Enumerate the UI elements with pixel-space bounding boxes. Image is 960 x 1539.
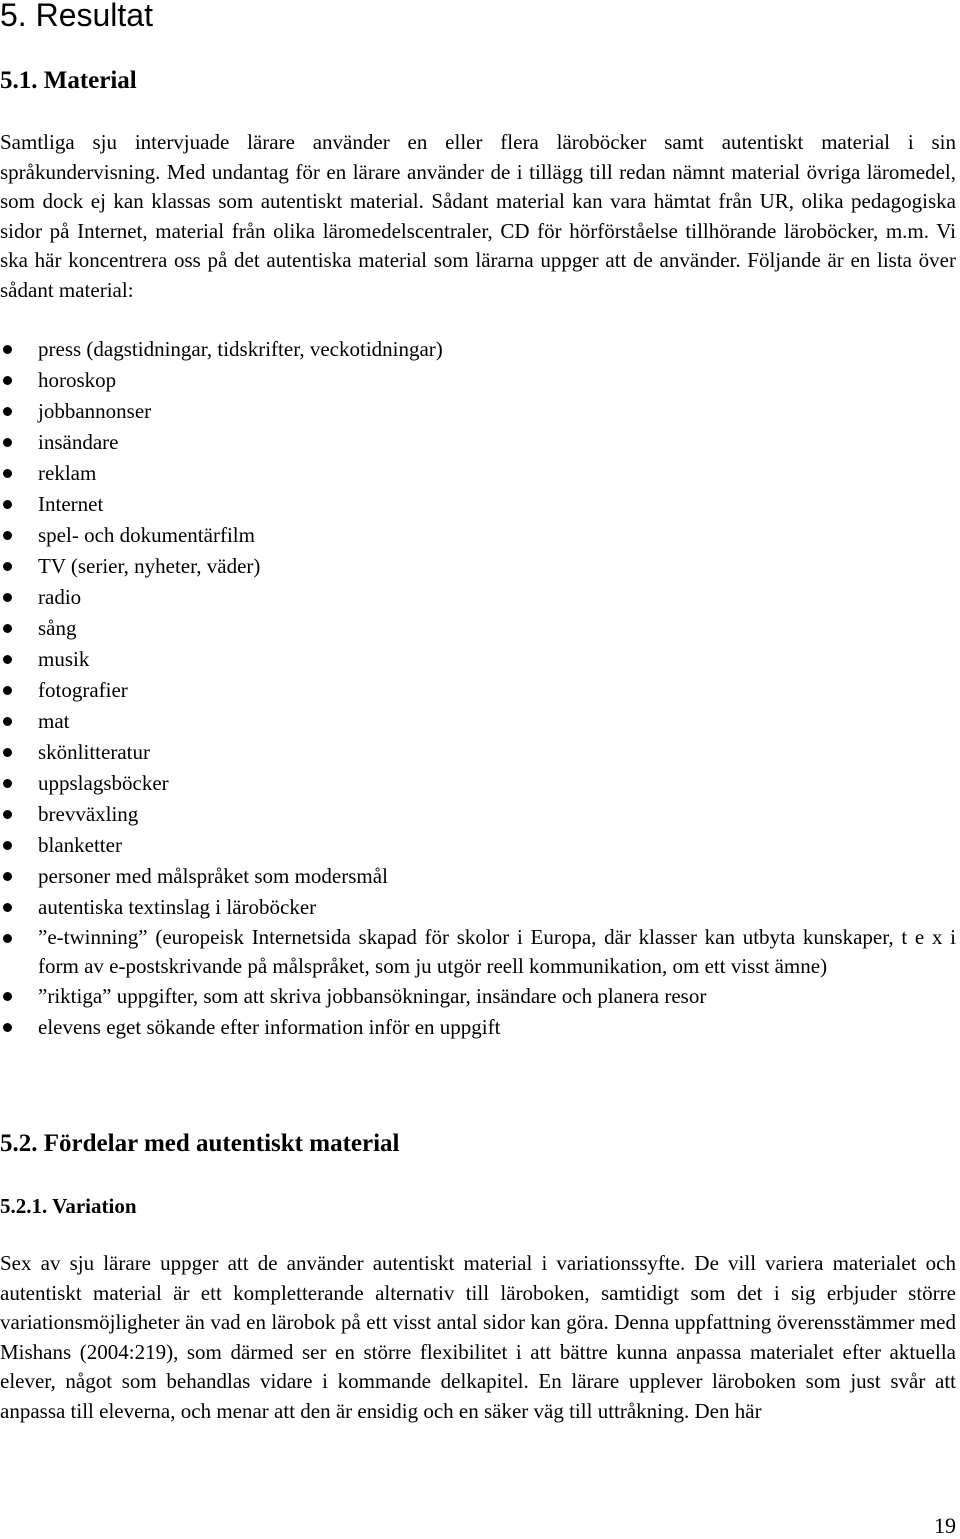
- list-item: insändare: [0, 427, 956, 458]
- bullet-icon: [3, 407, 12, 416]
- list-item: brevväxling: [0, 799, 956, 830]
- bullet-icon: [3, 469, 12, 478]
- list-item: ”riktiga” uppgifter, som att skriva jobbansökningar, insändare och planera resor: [0, 981, 956, 1012]
- list-item: elevens eget sökande efter information inför en uppgift: [0, 1012, 956, 1043]
- list-item: press (dagstidningar, tidskrifter, veckotidningar): [0, 334, 956, 365]
- bullet-icon: [3, 903, 12, 912]
- list-item: Internet: [0, 489, 956, 520]
- page-number: 19: [934, 1513, 956, 1538]
- bullet-icon: [3, 624, 12, 633]
- bullet-icon: [3, 562, 12, 571]
- list-item: musik: [0, 644, 956, 675]
- list-item: fotografier: [0, 675, 956, 706]
- list-item: skönlitteratur: [0, 737, 956, 768]
- bullet-icon: [3, 686, 12, 695]
- bullet-icon: [3, 810, 12, 819]
- list-item: TV (serier, nyheter, väder): [0, 551, 956, 582]
- bullet-icon: [3, 717, 12, 726]
- bullet-icon: [3, 345, 12, 354]
- list-item: spel- och dokumentärfilm: [0, 520, 956, 551]
- list-item: autentiska textinslag i läroböcker: [0, 892, 956, 923]
- bullet-icon: [3, 872, 12, 881]
- list-item: sång: [0, 613, 956, 644]
- bullet-icon: [3, 655, 12, 664]
- bullet-icon: [3, 438, 12, 447]
- bullet-icon: [3, 376, 12, 385]
- list-item: ”e-twinning” (europeisk Internetsida skapad för skolor i Europa, där klasser kan utbyta kunskaper, t e x i form av e-postskrivande på målspråket, som ju utgör reell kommunikation, om ett visst ämne): [0, 923, 956, 981]
- materials-list: [0, 334, 956, 1043]
- bullet-icon: [3, 779, 12, 788]
- section-heading-advantages: 5.2. Fördelar med autentiskt material: [0, 1130, 400, 1157]
- list-item: personer med målspråket som modersmål: [0, 861, 956, 892]
- bullet-icon: [3, 1023, 12, 1032]
- list-item: reklam: [0, 458, 956, 489]
- list-item: radio: [0, 582, 956, 613]
- list-item: mat: [0, 706, 956, 737]
- bullet-icon: [3, 992, 12, 1001]
- bullet-icon: [3, 934, 12, 943]
- paragraph-variation: Sex av sju lärare uppger att de använder autentiskt material i variationssyfte. De vill variera materialet och autentiskt material är ett kompletterande alternativ till läroboken, samtidigt som det i sig erbjuder större variationsmöjligheter än vad en lärobok på ett visst antal sidor kan göra. Denna uppfattning överensstämmer med Mishans (2004:219), som därmed ser en större flexibilitet i att bättre kunna anpassa materialet efter aktuella elever, något som behandlas vidare i kommande delkapitel. En lärare upplever läroboken som just svår att anpassa till eleverna, och menar att den är ensidig och en säker väg till uttråkning. Den här: [0, 1251, 956, 1423]
- bullet-icon: [3, 748, 12, 757]
- list-item: uppslagsböcker: [0, 768, 956, 799]
- list-item: horoskop: [0, 365, 956, 396]
- chapter-heading: 5. Resultat: [0, 0, 153, 33]
- bullet-icon: [3, 593, 12, 602]
- section-heading-material: 5.1. Material: [0, 67, 137, 94]
- bullet-icon: [3, 500, 12, 509]
- bullet-icon: [3, 531, 12, 540]
- bullet-icon: [3, 841, 12, 850]
- subsection-heading-variation: 5.2.1. Variation: [0, 1194, 137, 1218]
- list-item: jobbannonser: [0, 396, 956, 427]
- list-item: blanketter: [0, 830, 956, 861]
- paragraph-intro: Samtliga sju intervjuade lärare använder en eller flera läroböcker samt autentiskt material i sin språkundervisning. Med undantag för en lärare använder de i tillägg till redan nämnt material övriga läromedel, som dock ej kan klassas som autentiskt material. Sådant material kan vara hämtat från UR, olika pedagogiska sidor på Internet, material från olika läromedelscentraler, CD för hörförståelse tillhörande läroböcker, m.m. Vi ska här koncentrera oss på det autentiska material som lärarna uppger att de använder. Följande är en lista över sådant material:: [0, 130, 956, 302]
